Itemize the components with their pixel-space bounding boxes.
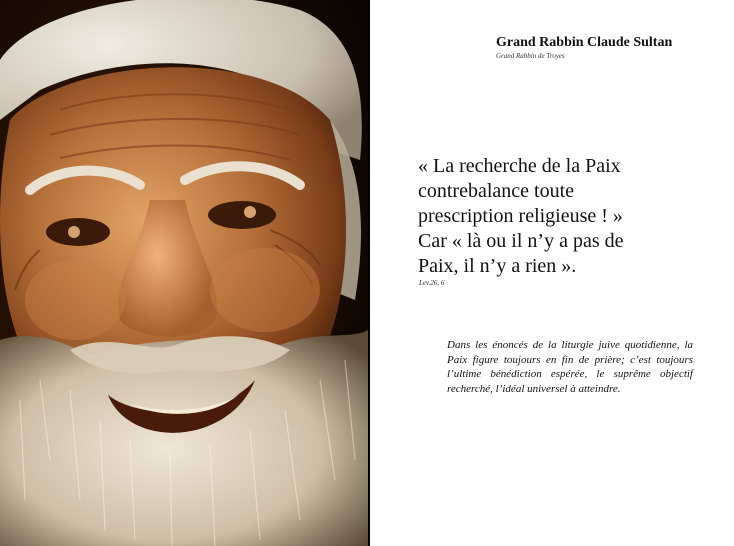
right-eye <box>208 201 276 229</box>
quote-line: contrebalance toute <box>418 180 575 202</box>
left-cheek <box>25 260 125 340</box>
quote-line: « La recherche de la Paix <box>418 155 621 177</box>
quote-line: Paix, il n’y a rien ». <box>418 255 577 277</box>
quote-line: Car « là ou il n’y a pas de <box>418 230 624 252</box>
right-cheek <box>210 248 320 332</box>
quote <box>418 154 718 279</box>
author-title: Grand Rabbin de Troyes <box>496 52 565 60</box>
quote-reference: Lev.26, 6 <box>419 279 445 287</box>
text-panel <box>370 0 734 546</box>
commentary-paragraph: Dans les énoncés de la liturgie juive quotidienne, la Paix figure toujours en fin de prière; c’est toujours l’ultime bénédiction espérée, le suprême objectif recherché, l’idéal universel à atteindre. <box>447 339 693 395</box>
quote-line: prescription religieuse ! » <box>418 205 623 227</box>
author-name: Grand Rabbin Claude Sultan <box>496 35 673 50</box>
